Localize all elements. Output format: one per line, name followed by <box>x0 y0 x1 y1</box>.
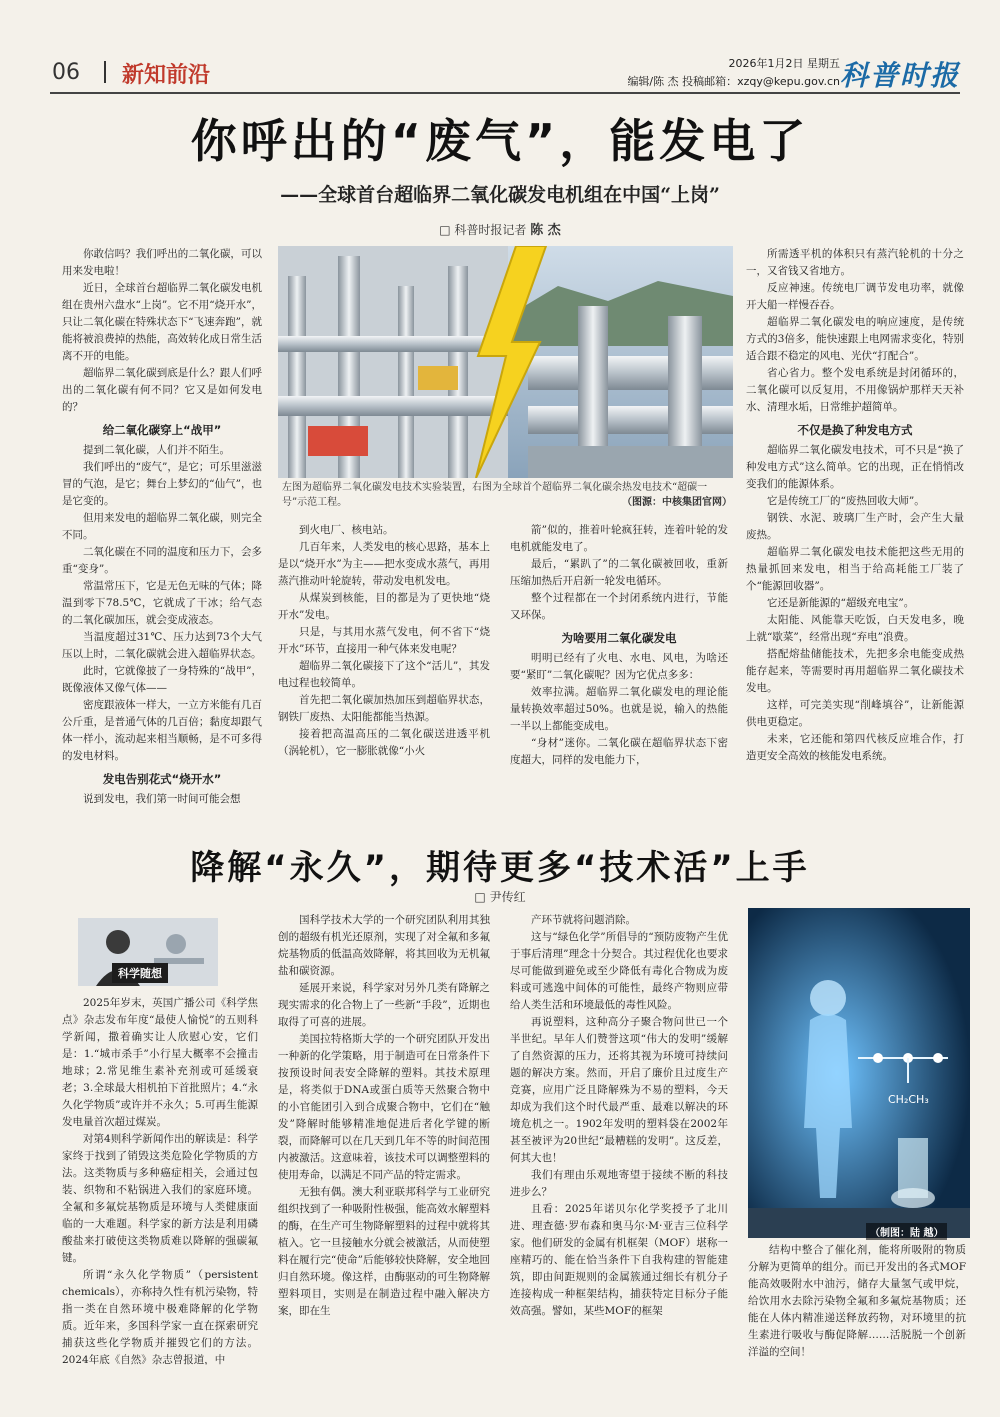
a1-heading-2: 发电告别花式“烧开水” <box>102 772 222 786</box>
molecule-label: CH₂CH₃ <box>888 1093 929 1106</box>
a2-col1-body <box>62 995 258 1365</box>
article2-column-1 <box>62 995 258 1365</box>
article2-title: 降解“永久”，期待更多“技术活”上手 <box>190 848 810 888</box>
a1-col3-body <box>510 522 728 624</box>
paragraph: 到火电厂、核电站。 <box>299 524 394 536</box>
paragraph: 近日，全球首台超临界二氧化碳发电机组在贵州六盘水“上岗”。它不用“烧开水”，只让二氧化碳在特殊状态下“飞速奔跑”，就能将被浪费掉的热能，高效转化成日常生活离不开的电能。 <box>62 282 262 362</box>
paragraph: 首先把二氧化碳加热加压到超临界状态，钢铁厂废热、太阳能都能当热源。 <box>278 694 490 723</box>
paragraph: 接着把高温高压的二氧化碳送进透平机（涡轮机），它一膨胀就像“小火 <box>278 728 490 757</box>
masthead-logo: 科普时报 <box>839 59 960 92</box>
paragraph: 但用来发电的超临界二氧化碳，则完全不同。 <box>62 512 262 541</box>
paragraph: 它还是新能源的“超级充电宝”。 <box>767 597 915 609</box>
article2-photo <box>748 908 970 1238</box>
paragraph: 说到发电，我们第一时间可能会想 <box>83 793 241 805</box>
article2-column-4 <box>748 1242 966 1367</box>
article1-photo <box>278 246 733 478</box>
paragraph: 超临界二氧化碳到底是什么？跟人们呼出的二氧化碳有何不同？它又是如何发电的？ <box>62 367 262 413</box>
paragraph: 箭”似的，推着叶轮疯狂转，连着叶轮的发电机就能发电了。 <box>510 524 728 553</box>
paragraph: 当温度超过31℃、压力达到73个大气压以上时，二氧化碳就会进入超临界状态。 <box>62 631 262 660</box>
a2-col3-body <box>510 912 728 1320</box>
paragraph: 超临界二氧化碳发电的响应速度，是传统方式的3倍多，能快速跟上电网需求变化，特别适合跟不稳定的风电、光伏“打配合”。 <box>746 316 964 362</box>
paragraph: 省心省力。整个发电系统是封闭循环的，二氧化碳可以反复用，不用像锅炉那样天天补水、清理水垢，日常维护超简单。 <box>746 367 964 413</box>
a1-heading-1: 给二氧化碳穿上“战甲” <box>102 423 222 437</box>
article2-byline: □ 尹传红 <box>474 890 526 904</box>
paragraph: 对第4则科学新闻作出的解读是：科学家终于找到了销毁这类危险化学物质的方法。这类物质与多种癌症相关，会通过包装、织物和不粘锅进入我们的家庭环境。全氟和多氟烷基物质是环境与人类健康面临的一大难题。科学家的新方法是利用磷酸盐来打破使这类物质难以降解的强碳氟键。 <box>62 1133 258 1264</box>
paragraph: 再说塑料，这种高分子聚合物问世已一个半世纪。早年人们赞誉这项“伟大的发明”缓解了自然资源的压力，还将其视为环境可持续问题的解决方案。然而，开启了廉价且过度生产竞赛，应用广泛且降解殊为不易的塑料，今天却成为我们这个时代最严重、最难以解决的环境危机之一。1902年发明的塑料袋在2002年甚至被评为20世纪“最糟糕的发明”。这反差，何其大也！ <box>510 1016 728 1164</box>
paragraph: 你敢信吗？我们呼出的二氧化碳，可以用来发电啦！ <box>62 248 262 277</box>
article2-photo-credit: （制图：陆 越） <box>866 1223 947 1240</box>
a2-col2-body <box>278 912 490 1320</box>
paragraph: 几百年来，人类发电的核心思路，基本上是以“烧开水”为主——把水变成水蒸气，再用蒸汽推动叶轮旋转，带动发电机发电。 <box>278 541 490 587</box>
paragraph: 常温常压下，它是无色无味的气体；降温到零下78.5℃，它就成了干冰；给气态的二氧化碳加压，就会变成液态。 <box>62 580 262 626</box>
paragraph: 最后，“累趴了”的二氧化碳被回收，重新压缩加热后开启新一轮发电循环。 <box>510 558 728 587</box>
paragraph: 这样，可完美实现“削峰填谷”，让新能源供电更稳定。 <box>746 699 964 728</box>
paragraph: 这与“绿色化学”所倡导的“预防废物产生优于事后清理”理念十分契合。其过程优化也要求尽可能做到避免或至少降低有毒化合物成为废料或可逃逸中间体的可能性，最终产物则应带给人类生活和环境最低的毒性风险。 <box>510 931 728 1011</box>
header-rule <box>50 92 960 94</box>
paragraph: 二氧化碳在不同的温度和压力下，会多重“变身”。 <box>62 546 262 575</box>
article1-subtitle: ——全球首台超临界二氧化碳发电机组在中国“上岗” <box>280 184 720 206</box>
paragraph: 且看：2025年诺贝尔化学奖授予了北川进、理查德·罗布森和奥马尔·M·亚吉三位科学家。他们研发的金属有机框架（MOF）堪称一座精巧的、能在恰当条件下自我构建的智能建筑，即由间距规则的金属簇通过细长有机分子连接构成一种框架结构，捕获特定目标分子能效高强。譬如，某些MOF的框架 <box>510 1203 728 1317</box>
paragraph: 我们呼出的“废气”，是它；可乐里滋滋冒的气泡，是它；舞台上梦幻的“仙气”，也是它变的。 <box>62 461 262 507</box>
paragraph: “身材”迷你。二氧化碳在超临界状态下密度超大，同样的发电能力下， <box>510 737 728 766</box>
paragraph: 超临界二氧化碳发电技术，可不只是“换了种发电方式”这么简单。它的出现，正在悄悄改变我们的能源体系。 <box>746 444 964 490</box>
paragraph: 所谓“永久化学物质”（persistent chemicals），亦称持久性有机污染物，特指一类在自然环境中极难降解的化学物质。近年来，多国科学家一直在探索研究捕获这些化学物质并摧毁它们的方法。2024年底《自然》杂志曾报道，中 <box>62 1269 258 1365</box>
paragraph: 明明已经有了火电、水电、风电，为啥还要“紧盯”二氧化碳呢？因为它优点多多： <box>510 652 728 681</box>
issue-date: 2026年1月2日 星期五 <box>728 57 840 70</box>
paragraph: 未来，它还能和第四代核反应堆合作，打造更安全高效的核能发电系统。 <box>746 733 964 762</box>
paragraph: 超临界二氧化碳接下了这个“活儿”，其发电过程也较简单。 <box>278 660 490 689</box>
a1-col1-tail <box>62 791 262 808</box>
paragraph: 整个过程都在一个封闭系统内进行，节能又环保。 <box>510 592 728 621</box>
byline-name: 陈 杰 <box>530 223 561 238</box>
paragraph: 提到二氧化碳，人们并不陌生。 <box>83 444 230 456</box>
paragraph: 从煤炭到核能，目的都是为了更快地“烧开水”发电。 <box>278 592 490 621</box>
section-name: 新知前沿 <box>122 63 211 88</box>
paragraph: 效率拉满。超临界二氧化碳发电的理论能量转换效率超过50%。也就是说，输入的热能一半以上都能变成电。 <box>510 686 728 732</box>
paragraph: 国科学技术大学的一个研究团队利用其独创的超级有机光还原剂，实现了对全氟和多氟烷基物质的低温高效降解，将其回收为无机氟盐和碳资源。 <box>278 914 490 977</box>
paragraph: 2025年岁末，英国广播公司《科学焦点》杂志发布年度“最使人愉悦”的五则科学新闻，撒着确实让人欣慰心安，它们是：1.“城市杀手”小行星大概率不会撞击地球；2.常见维生素补充剂或可延缓衰老；3.全球最大相机拍下首批照片；4.“永久化学物质”或许并不永久；5.可再生能源发电量首次超过煤炭。 <box>62 997 258 1128</box>
header-meta <box>627 55 840 91</box>
byline-prefix: □ 科普时报记者 <box>439 223 527 237</box>
paragraph: 搭配熔盐储能技术，先把多余电能变成热能存起来，等需要时再用超临界二氧化碳技术发电。 <box>746 648 964 694</box>
paragraph: 结构中整合了催化剂，能将所吸附的物质分解为更简单的组分。而已开发出的各式MOF能高效吸附水中油污，储存大量氢气或甲烷，给饮用水去除污染物全氟和多氟烷基物质；还能在人体内精准递送释放药物，对环境里的抗生素进行吸收与酶促降解……活脱脱一个创新洋溢的空间！ <box>748 1244 966 1358</box>
article1-column-1 <box>62 246 262 831</box>
paragraph: 此时，它就像披了一身特殊的“战甲”，既像液体又像气体—— <box>62 665 262 694</box>
page-number: 06 <box>52 60 80 85</box>
caption-text: 左图为超临界二氧化碳发电技术实验装置，右图为全球首个超临界二氧化碳余热发电技术“超碳一号”示范工程。 <box>282 482 708 508</box>
a1-col4-body <box>746 246 964 416</box>
article1-byline <box>0 219 1000 238</box>
article2-column-2 <box>278 912 490 1365</box>
a1-heading-3: 为啥要用二氧化碳发电 <box>561 631 677 645</box>
paragraph: 它是传统工厂的“废热回收大师”。 <box>767 495 925 507</box>
paragraph: 产环节就将问题消除。 <box>531 914 636 926</box>
paragraph: 所需透平机的体积只有蒸汽轮机的十分之一，又省钱又省地方。 <box>746 248 964 277</box>
editor-line: 编辑/陈 杰 投稿邮箱：xzqy@kepu.gov.cn <box>627 75 840 88</box>
a1-col3-body-b <box>510 650 728 769</box>
a1-col4-body-b <box>746 442 964 765</box>
paragraph: 钢铁、水泥、玻璃厂生产时，会产生大量废热。 <box>746 512 964 541</box>
power-plant-illustration <box>278 246 733 478</box>
article1-column-3 <box>510 522 728 832</box>
paragraph: 只是，与其用水蒸气发电，何不省下“烧开水”环节，直接用一种气体来发电呢？ <box>278 626 490 655</box>
a2-col4-body <box>748 1242 966 1361</box>
column-badge-label: 科学随想 <box>112 963 168 983</box>
a1-heading-4: 不仅是换了种发电方式 <box>797 423 913 437</box>
paragraph: 我们有理由乐观地寄望于接续不断的科技进步么？ <box>510 1169 728 1198</box>
article1-photo-caption <box>282 480 732 510</box>
photo-credit: （图源：中核集团官网） <box>622 497 732 508</box>
a1-col1-body <box>62 442 262 765</box>
paragraph: 超临界二氧化碳发电技术能把这些无用的热量抓回来发电，相当于给高耗能工厂装了个“能源回收器”。 <box>746 546 964 592</box>
paragraph: 延展开来说，科学家对另外几类有降解之现实需求的化合物上了一些新“手段”，近期也取得了可喜的进展。 <box>278 982 490 1028</box>
a1-col1-intro <box>62 246 262 416</box>
article1-title: 你呼出的“废气”，能发电了 <box>190 114 810 168</box>
article2-column-3 <box>510 912 728 1365</box>
article1-column-2 <box>278 522 490 832</box>
paragraph: 密度跟液体一样大，一立方米能有几百公斤重，是普通气体的几百倍；黏度却跟气体一样小，流动起来相当顺畅，是不可多得的发电材料。 <box>62 699 262 762</box>
paragraph: 美国拉特格斯大学的一个研究团队开发出一种新的化学策略，用于制造可在日常条件下按预设时间表安全降解的塑料。其技术原理是，将类似于DNA或蛋白质等天然聚合物中的小官能团引入到合成聚合物中，它们在“触发”降解时能够精准地促进后者化学键的断裂，而降解可以在几天到几年不等的时间范围内被激活。这意味着，该技术可以调整塑料的使用寿命，以满足不同产品的特定需求。 <box>278 1033 490 1181</box>
header-divider <box>104 61 106 83</box>
a1-col2-body <box>278 522 490 760</box>
paragraph: 无独有偶。澳大利亚联邦科学与工业研究组织找到了一种吸附性极强，能高效水解塑料的酶，在生产可生物降解塑料的过程中就将其植入。它一旦接触水分就会被激活，从而使塑料在履行完“使命”后能够较快降解，安全地回归自然环境。像这样，由酶驱动的可生物降解塑料项目，实则是在制造过程中融入解决方案，即在生 <box>278 1186 490 1317</box>
article1-column-4 <box>746 246 964 832</box>
paragraph: 反应神速。传统电厂调节发电功率，就像开大船一样慢吞吞。 <box>746 282 964 311</box>
paragraph: 太阳能、风能靠天吃饭，白天发电多，晚上就“歇菜”，经常出现“弃电”浪费。 <box>746 614 964 643</box>
lab-molecule-illustration <box>748 908 970 1238</box>
